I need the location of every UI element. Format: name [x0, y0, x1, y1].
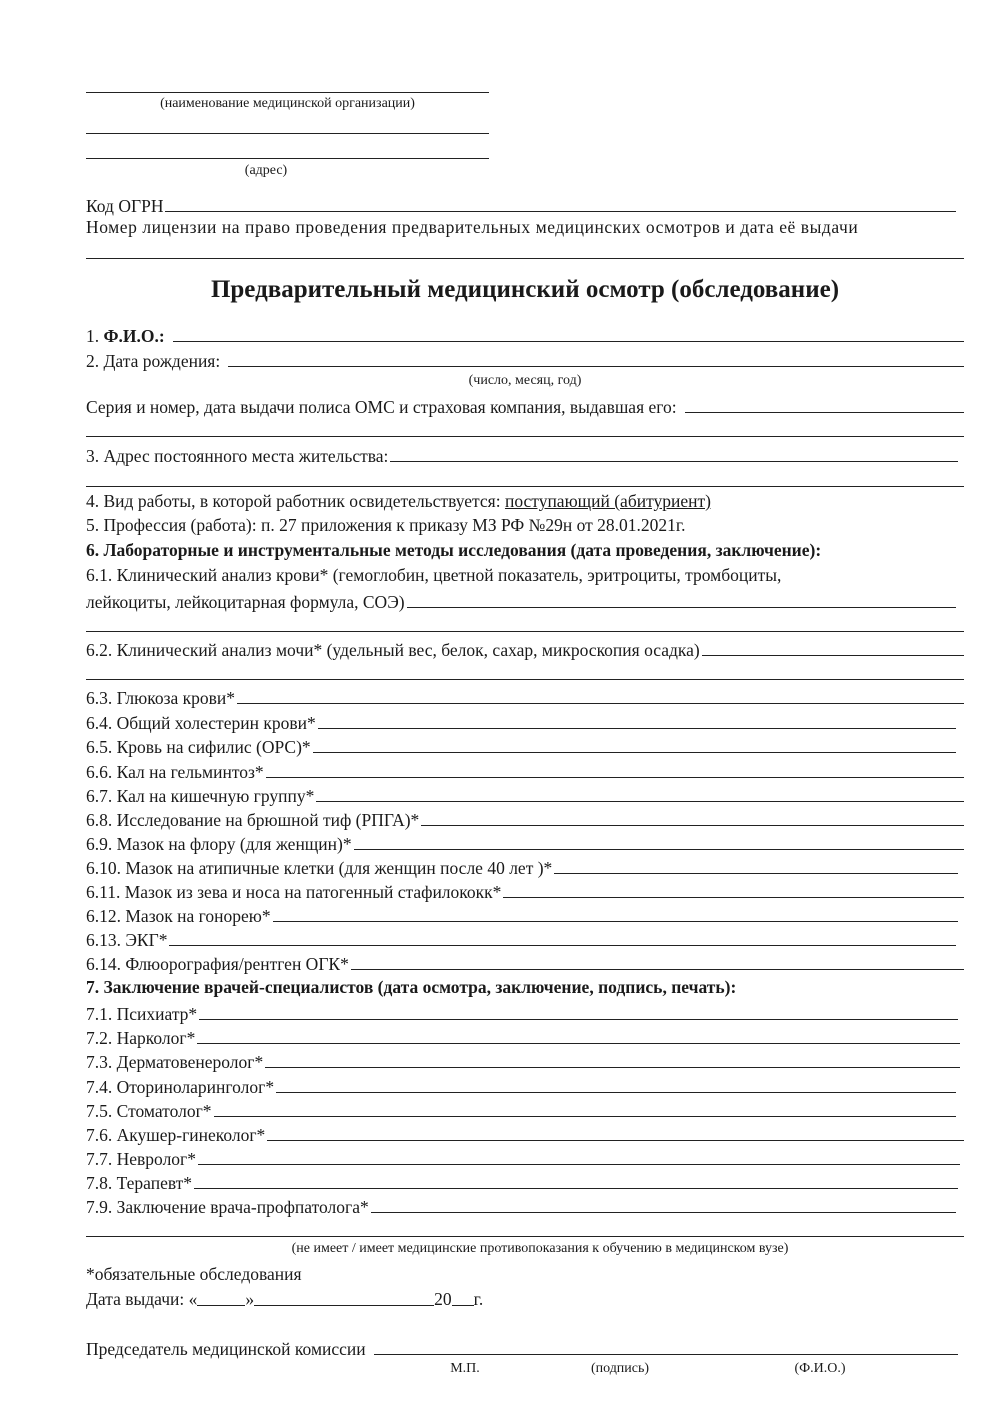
address-line-1[interactable]: [86, 133, 489, 134]
birth-caption: (число, месяц, год): [468, 373, 582, 388]
urine-test-label: 6.2. Клинический анализ мочи* (удельный вес, белок, сахар, микроскопия осадка): [86, 640, 700, 660]
lab-item-row: [86, 684, 964, 708]
lab-item-row: [86, 902, 958, 926]
lab-item-row: [86, 709, 956, 733]
doctor-label: 7.2. Нарколог*: [86, 1028, 196, 1048]
blood-test-line2: лейкоциты, лейкоцитарная формула, СОЭ): [86, 592, 405, 612]
lab-item-label: 6.5. Кровь на сифилис (ОРС)*: [86, 737, 311, 757]
doctor-label: 7.6. Акушер-гинеколог*: [86, 1125, 266, 1145]
lab-item-row: [86, 878, 964, 902]
lab-item-field[interactable]: [316, 801, 964, 802]
doctor-field[interactable]: [198, 1164, 960, 1165]
issue-day-field[interactable]: [197, 1305, 245, 1306]
mandatory-note: *обязательные обследования: [86, 1264, 302, 1284]
doctor-field[interactable]: [371, 1212, 956, 1213]
profession-row: 5. Профессия (работа): п. 27 приложения к приказу МЗ РФ №29н от 28.01.2021г.: [86, 515, 686, 535]
residence-field[interactable]: [390, 461, 958, 462]
address-line-2[interactable]: [86, 158, 489, 159]
lab-item-label: 6.7. Кал на кишечную группу*: [86, 786, 315, 806]
ogrn-field[interactable]: [165, 211, 956, 212]
lab-item-label: 6.12. Мазок на гонорею*: [86, 906, 271, 926]
lab-item-field[interactable]: [313, 752, 956, 753]
birth-field[interactable]: [228, 366, 964, 367]
doctor-row: [86, 1073, 956, 1097]
conclusion-field[interactable]: [86, 1236, 964, 1237]
lab-item-field[interactable]: [354, 849, 964, 850]
issue-year-field[interactable]: [452, 1305, 474, 1306]
urine-test-field-2[interactable]: [86, 679, 964, 680]
conclusion-caption: (не имеет / имеет медицинские противопоказания к обучению в медицинском вузе): [291, 1241, 789, 1256]
org-name-caption: (наименование медицинской организации): [160, 96, 415, 111]
doctor-row: [86, 1193, 956, 1217]
stamp-caption: М.П.: [450, 1361, 480, 1376]
doctor-label: 7.8. Терапевт*: [86, 1173, 193, 1193]
doctor-row: [86, 1145, 960, 1169]
oms-label: Серия и номер, дата выдачи полиса ОМС и страховая компания, выдавшая его:: [86, 397, 677, 417]
doctor-label: 7.1. Психиатр*: [86, 1004, 198, 1024]
blood-test-row: [86, 588, 956, 612]
signature-caption: (подпись): [590, 1361, 650, 1376]
lab-item-row: [86, 854, 958, 878]
doctor-field[interactable]: [214, 1116, 956, 1117]
fio-row: [86, 322, 964, 346]
lab-item-field[interactable]: [237, 703, 964, 704]
urine-test-field[interactable]: [702, 655, 964, 656]
doctor-field[interactable]: [267, 1140, 964, 1141]
lab-item-row: [86, 806, 964, 830]
doctor-label: 7.5. Стоматолог*: [86, 1101, 212, 1121]
lab-item-row: [86, 733, 956, 757]
org-name-line[interactable]: [86, 92, 489, 93]
lab-item-label: 6.6. Кал на гельминтоз*: [86, 762, 264, 782]
issue-date-label: Дата выдачи: «: [86, 1289, 198, 1309]
doctor-row: [86, 1169, 958, 1193]
birth-label: 2. Дата рождения:: [86, 351, 221, 371]
fio-label: Ф.И.О.:: [103, 326, 165, 346]
lab-item-field[interactable]: [318, 728, 956, 729]
license-label: Номер лицензии на право проведения предварительных медицинских осмотров и дата её выдачи: [86, 217, 859, 237]
issue-date-row: [86, 1289, 483, 1309]
address-row: [86, 442, 958, 466]
lab-item-label: 6.4. Общий холестерин крови*: [86, 713, 316, 733]
work-type-label: 4. Вид работы, в которой работник освидетельствуется:: [86, 491, 501, 511]
lab-item-label: 6.10. Мазок на атипичные клетки (для женщин после 40 лет )*: [86, 858, 553, 878]
lab-item-field[interactable]: [421, 825, 964, 826]
doctor-row: [86, 1121, 964, 1145]
ogrn-label: Код ОГРН: [86, 196, 164, 216]
doctor-field[interactable]: [276, 1092, 956, 1093]
lab-item-label: 6.8. Исследование на брюшной тиф (РПГА)*: [86, 810, 420, 830]
work-type-value: поступающий (абитуриент): [504, 491, 711, 511]
residence-label: 3. Адрес постоянного места жительства:: [86, 446, 389, 466]
chairman-signature-field[interactable]: [374, 1354, 958, 1355]
lab-item-label: 6.11. Мазок из зева и носа на патогенный стафилококк*: [86, 882, 502, 902]
doctor-field[interactable]: [199, 1019, 958, 1020]
lab-item-field[interactable]: [169, 945, 956, 946]
lab-heading: 6. Лабораторные и инструментальные методы исследования (дата проведения, заключение):: [86, 540, 822, 560]
lab-item-row: [86, 950, 964, 974]
page-title: Предварительный медицинский осмотр (обследование): [210, 276, 840, 303]
doctor-label: 7.9. Заключение врача-профпатолога*: [86, 1197, 369, 1217]
fio-field[interactable]: [173, 341, 964, 342]
chairman-row: [86, 1335, 958, 1359]
lab-item-row: [86, 830, 964, 854]
doctor-field[interactable]: [194, 1188, 958, 1189]
lab-item-field[interactable]: [266, 777, 964, 778]
doctor-row: [86, 1000, 958, 1024]
doctor-label: 7.4. Оториноларинголог*: [86, 1077, 275, 1097]
blood-test-field[interactable]: [407, 607, 956, 608]
doctor-label: 7.7. Невролог*: [86, 1149, 196, 1169]
lab-item-row: [86, 782, 964, 806]
lab-item-label: 6.3. Глюкоза крови*: [86, 688, 236, 708]
oms-row: [86, 393, 964, 417]
lab-item-field[interactable]: [351, 969, 964, 970]
address-caption: (адрес): [244, 163, 288, 178]
fio-number: 1.: [86, 326, 100, 346]
ogrn-row: [86, 192, 956, 216]
blood-test-field-2[interactable]: [86, 631, 964, 632]
residence-field-2[interactable]: [86, 486, 964, 487]
issue-year-suffix: г.: [473, 1289, 484, 1309]
doctor-row: [86, 1097, 956, 1121]
doctor-field[interactable]: [197, 1043, 960, 1044]
license-field[interactable]: [86, 258, 964, 259]
lab-item-row: [86, 758, 964, 782]
oms-field-2[interactable]: [86, 436, 964, 437]
lab-item-field[interactable]: [503, 897, 964, 898]
chairman-label: Председатель медицинской комиссии: [86, 1339, 366, 1359]
chairman-fio-caption: (Ф.И.О.): [794, 1361, 846, 1376]
lab-item-label: 6.14. Флюорография/рентген ОГК*: [86, 954, 349, 974]
doctor-field[interactable]: [265, 1067, 960, 1068]
lab-item-field[interactable]: [273, 921, 958, 922]
birth-row: [86, 347, 964, 371]
doctor-row: [86, 1024, 960, 1048]
doctor-label: 7.3. Дерматовенеролог*: [86, 1052, 264, 1072]
urine-test-row: [86, 636, 964, 660]
lab-item-label: 6.9. Мазок на флору (для женщин)*: [86, 834, 352, 854]
oms-field[interactable]: [685, 412, 964, 413]
blood-test-line1: 6.1. Клинический анализ крови* (гемоглобин, цветной показатель, эритроциты, тромбоциты,: [86, 565, 782, 585]
lab-item-label: 6.13. ЭКГ*: [86, 930, 168, 950]
work-type-row: [86, 491, 711, 511]
issue-year-prefix: 20: [434, 1289, 452, 1309]
issue-month-field[interactable]: [254, 1305, 434, 1306]
lab-item-row: [86, 926, 956, 950]
doctor-row: [86, 1048, 960, 1072]
doctors-heading: 7. Заключение врачей-специалистов (дата осмотра, заключение, подпись, печать):: [86, 977, 737, 997]
lab-item-field[interactable]: [554, 873, 958, 874]
issue-quote-close: »: [245, 1289, 255, 1309]
